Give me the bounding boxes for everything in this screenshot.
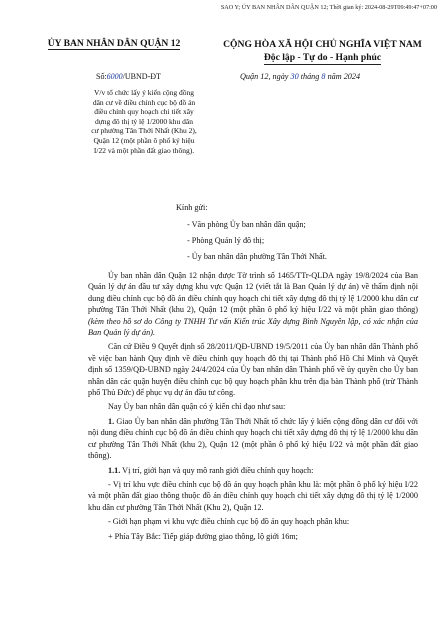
paragraph: - Vị trí khu vực điều chỉnh cục bộ đồ án quy hoạch phân khu là: một phần ô phố ký hiệu I/22 và một phần đất giao thông thuộc đồ án điều chỉnh quy hoạch chi tiết xây dựng đô thị tỷ lệ 1/2000 khu dân cư phường Tân Thới Nhất (Khu 2), Quận 12.: [88, 479, 418, 512]
paragraph-italic-note: (kèm theo hồ sơ do Công ty TNHH Tư vấn Kiến trúc Xây dựng Bình Nguyên lập, có xác nhận của Ban Quản lý dự án).: [88, 316, 418, 338]
paragraph: [88, 416, 418, 462]
subject-line: điều chỉnh quy hoạch chi tiết xây: [94, 107, 194, 117]
recipient: - Văn phòng Ủy ban nhân dân quận;: [187, 220, 306, 229]
paragraph: + Phía Tây Bắc: Tiếp giáp đường giao thông, lộ giới 16m;: [108, 531, 298, 541]
letter-body: [88, 270, 418, 545]
nation-name: CỘNG HÒA XÃ HỘI CHỦ NGHĨA VIỆT NAM: [223, 39, 422, 50]
document-number: [96, 72, 161, 81]
paragraph: Căn cứ Điều 9 Quyết định số 28/2011/QĐ-UBND 19/5/2011 của Ủy ban nhân dân Thành phố về việc ban hành Quy định về điều chỉnh quy hoạch đô thị tại Thành phố Hồ Chí Minh và Quyết định số 1359/QĐ-UBND ngày 24/4/2024 của Ủy ban nhân dân Thành phố về ủy quyền cho Ủy ban nhân dân các quận huyện điều chỉnh cục bộ quy hoạch phân khu trên địa bàn Thành phố (trừ Thành phố Thủ Đức) để phục vụ dự án đầu tư công.: [88, 342, 418, 398]
issuing-authority-name: ỦY BAN NHÂN DÂN QUẬN 12: [47, 38, 181, 49]
document-number-handwritten: 6000: [106, 72, 123, 81]
date-day: 30: [290, 72, 299, 81]
greeting: Kính gửi:: [176, 203, 208, 212]
issuing-authority: [44, 38, 184, 50]
recipient: - Phòng Quản lý đô thị;: [187, 236, 265, 245]
section-number: 1.: [108, 416, 115, 426]
recipient: - Ủy ban nhân dân phường Tân Thới Nhất.: [187, 252, 327, 261]
paragraph: - Giới hạn phạm vi khu vực điều chỉnh cục bộ đồ án quy hoạch phân khu:: [108, 517, 350, 527]
date-month-label: tháng: [300, 72, 320, 81]
paragraph: [88, 465, 418, 476]
subject-line: cư phường Tân Thới Nhất (Khu 2),: [91, 126, 197, 136]
document-number-suffix: /UBND-ĐT: [122, 72, 161, 81]
date-prefix: Quận 12, ngày: [240, 72, 289, 81]
national-motto: Độc lập - Tự do - Hạnh phúc: [263, 52, 382, 63]
subject-line: Quận 12 (một phần ô phố ký hiệu: [93, 135, 195, 145]
national-header: [210, 38, 435, 65]
paragraph: [88, 270, 418, 338]
document-date: [240, 72, 360, 81]
subject-line: V/v tổ chức lấy ý kiến cộng đồng: [93, 88, 195, 97]
document-number-prefix: Số:: [96, 72, 107, 81]
paragraph-text: Ủy ban nhân dân Quận 12 nhận được Tờ trình số 1465/TTr-QLDA ngày 19/8/2024 của Ban Quản lý dự án đầu tư xây dựng khu vực Quận 12 (viết tắt là Ban Quản lý dự án) về thẩm định nội dung điều chỉnh cục bộ đồ án điều chỉnh quy hoạch chi tiết xây dựng đô thị tỷ lệ 1/2000 khu dân cư phường Tân Thới Nhất (khu 2), Quận 12 (một phần ô phố ký hiệu I/22 và một phần giao thông): [88, 271, 418, 315]
date-year: năm 2024: [327, 72, 361, 81]
date-month: 8: [321, 72, 326, 81]
subject-line: dân cư về điều chỉnh cục bộ đồ án: [92, 97, 196, 107]
subject-line: I/22 và một phần đất giao thông).: [93, 145, 195, 155]
subject-line: dựng đô thị tỷ lệ 1/2000 khu dân: [94, 116, 194, 126]
subject-summary: [80, 88, 208, 155]
digital-signature-note: SAO Y; ỦY BAN NHÂN DÂN QUẬN 12; Thời gian ký: 2024-08-29T09:49:47+07:00: [220, 4, 437, 11]
paragraph-text: Vị trí, giới hạn và quy mô ranh giới điều chỉnh quy hoạch:: [120, 465, 314, 475]
paragraph-text: Giao Ủy ban nhân dân phường Tân Thới Nhất tổ chức lấy ý kiến cộng đồng dân cư đối với nội dung điều chỉnh cục bộ đồ án điều chỉnh quy hoạch chi tiết xây dựng đô thị tỷ lệ 1/2000 khu dân cư phường Tân Thới Nhất (khu 2), Quận 12 (một phần ô phố ký hiệu I/22 và một phần đất giao thông).: [88, 416, 418, 461]
paragraph: Nay Ủy ban nhân dân quận có ý kiến chỉ đạo như sau:: [108, 402, 286, 412]
section-number: 1.1.: [108, 465, 121, 475]
